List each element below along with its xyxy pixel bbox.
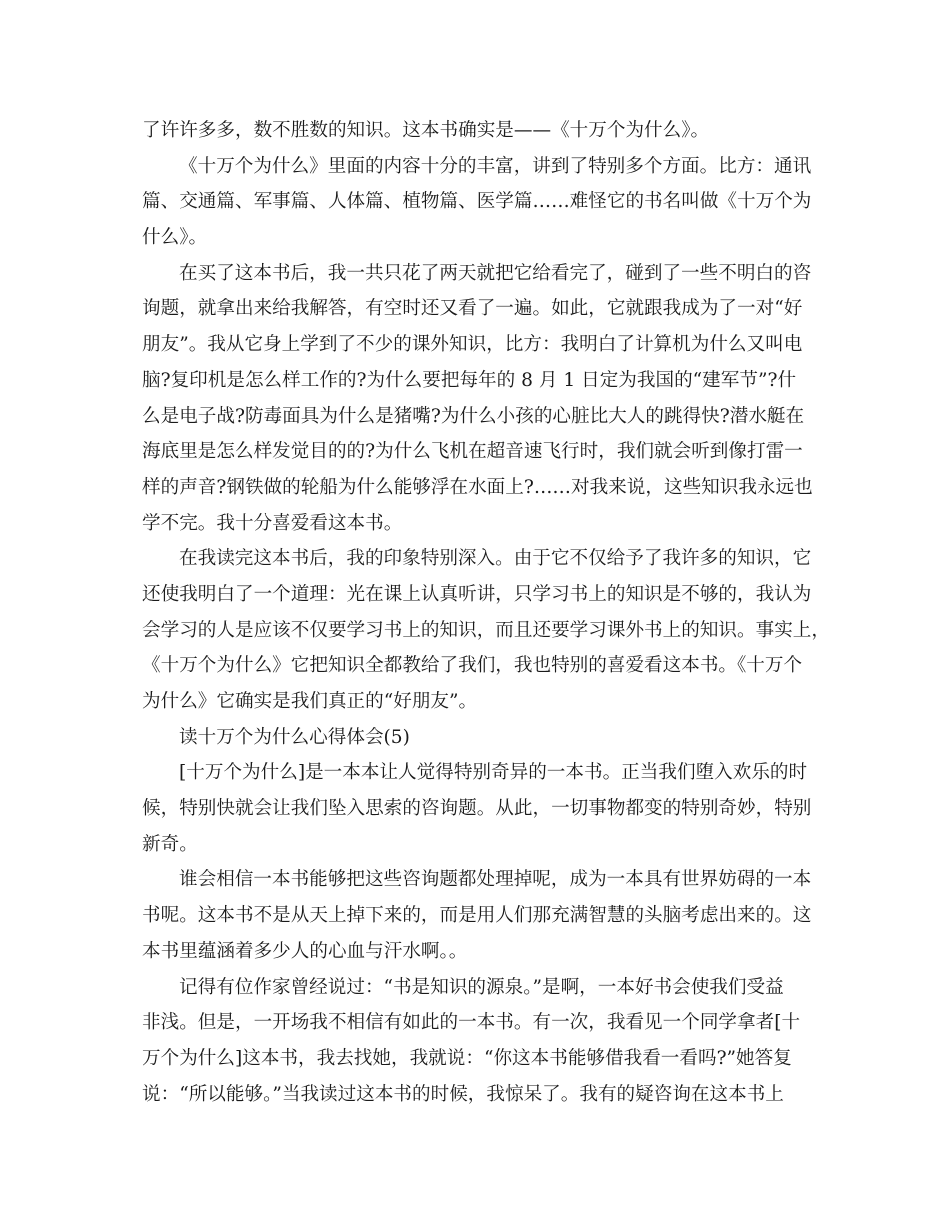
text-line: 了许许多多，数不胜数的知识。这本书确实是——《十万个为什么》。 [142, 120, 710, 141]
text-line: 谁会相信一本书能够把这些咨询题都处理掉呢，成为一本具有世界妨碍的一本 [179, 869, 812, 891]
text-line: 么是电子战?防毒面具为什么是猪嘴?为什么小孩的心脏比大人的跳得快?潜水艇在 [142, 405, 805, 427]
text-line: 在买了这本书后，我一共只花了两天就把它给看完了，碰到了一些不明白的咨 [179, 262, 812, 284]
text-line: 脑?复印机是怎么样工作的?为什么要把每年的 8 月 1 日定为我国的“建军节”?什 [142, 369, 797, 391]
text-line: 读十万个为什么心得体会(5) [179, 726, 410, 748]
text-line: 在我读完这本书后，我的印象特别深入。由于它不仅给予了我许多的知识，它 [179, 548, 812, 570]
text-line: 海底里是怎么样发觉目的的?为什么飞机在超音速飞行时，我们就会听到像打雷一 [142, 441, 803, 463]
text-line: 朋友”。我从它身上学到了不少的课外知识，比方：我明白了计算机为什么又叫电 [142, 334, 803, 356]
text-line: 为什么》它确实是我们真正的“好朋友”。 [142, 691, 478, 712]
text-line: 会学习的人是应该不仅要学习书上的知识，而且还要学习课外书上的知识。事实上， [142, 619, 830, 641]
text-line: 《十万个为什么》里面的内容十分的丰富，讲到了特别多个方面。比方：通讯 [179, 155, 812, 177]
text-line: 记得有位作家曾经说过：“书是知识的源泉。”是啊，一本好书会使我们受益 [179, 976, 784, 998]
body-text [142, 113, 830, 1112]
text-line: 篇、交通篇、军事篇、人体篇、植物篇、医学篇……难怪它的书名叫做《十万个为 [142, 191, 812, 213]
text-line: [十万个为什么]是一本本让人觉得特别奇异的一本书。正当我们堕入欢乐的时 [179, 762, 808, 784]
text-line: 询题，就拿出来给我解答，有空时还又看了一遍。如此，它就跟我成为了一对“好 [142, 298, 803, 320]
text-line: 非浅。但是，一开场我不相信有如此的一本书。有一次，我看见一个同学拿者[十 [142, 1012, 801, 1034]
text-line: 书呢。这本书不是从天上掉下来的，而是用人们那充满智慧的头脑考虑出来的。这 [142, 905, 812, 927]
text-line: 说：“所以能够。”当我读过这本书的时候，我惊呆了。我有的疑咨询在这本书上 [142, 1083, 784, 1105]
text-line: 新奇。 [142, 833, 198, 855]
text-line: 万个为什么]这本书，我去找她，我就说：“你这本书能够借我看一看吗?”她答复 [142, 1047, 792, 1069]
text-line: 学不完。我十分喜爱看这本书。 [142, 512, 403, 534]
text-line: 样的声音?钢铁做的轮船为什么能够浮在水面上?……对我来说，这些知识我永远也 [142, 476, 813, 498]
text-line: 还使我明白了一个道理：光在课上认真听讲，只学习书上的知识是不够的，我认为 [142, 583, 812, 605]
text-line: 候，特别快就会让我们坠入思索的咨询题。从此，一切事物都变的特别奇妙，特别 [142, 798, 812, 820]
text-line: 本书里蕴涵着多少人的心血与汗水啊。。 [142, 940, 468, 962]
text-line: 什么》。 [142, 227, 208, 249]
text-line: 《十万个为什么》它把知识全都教给了我们，我也特别的喜爱看这本书。《十万个 [142, 655, 803, 677]
